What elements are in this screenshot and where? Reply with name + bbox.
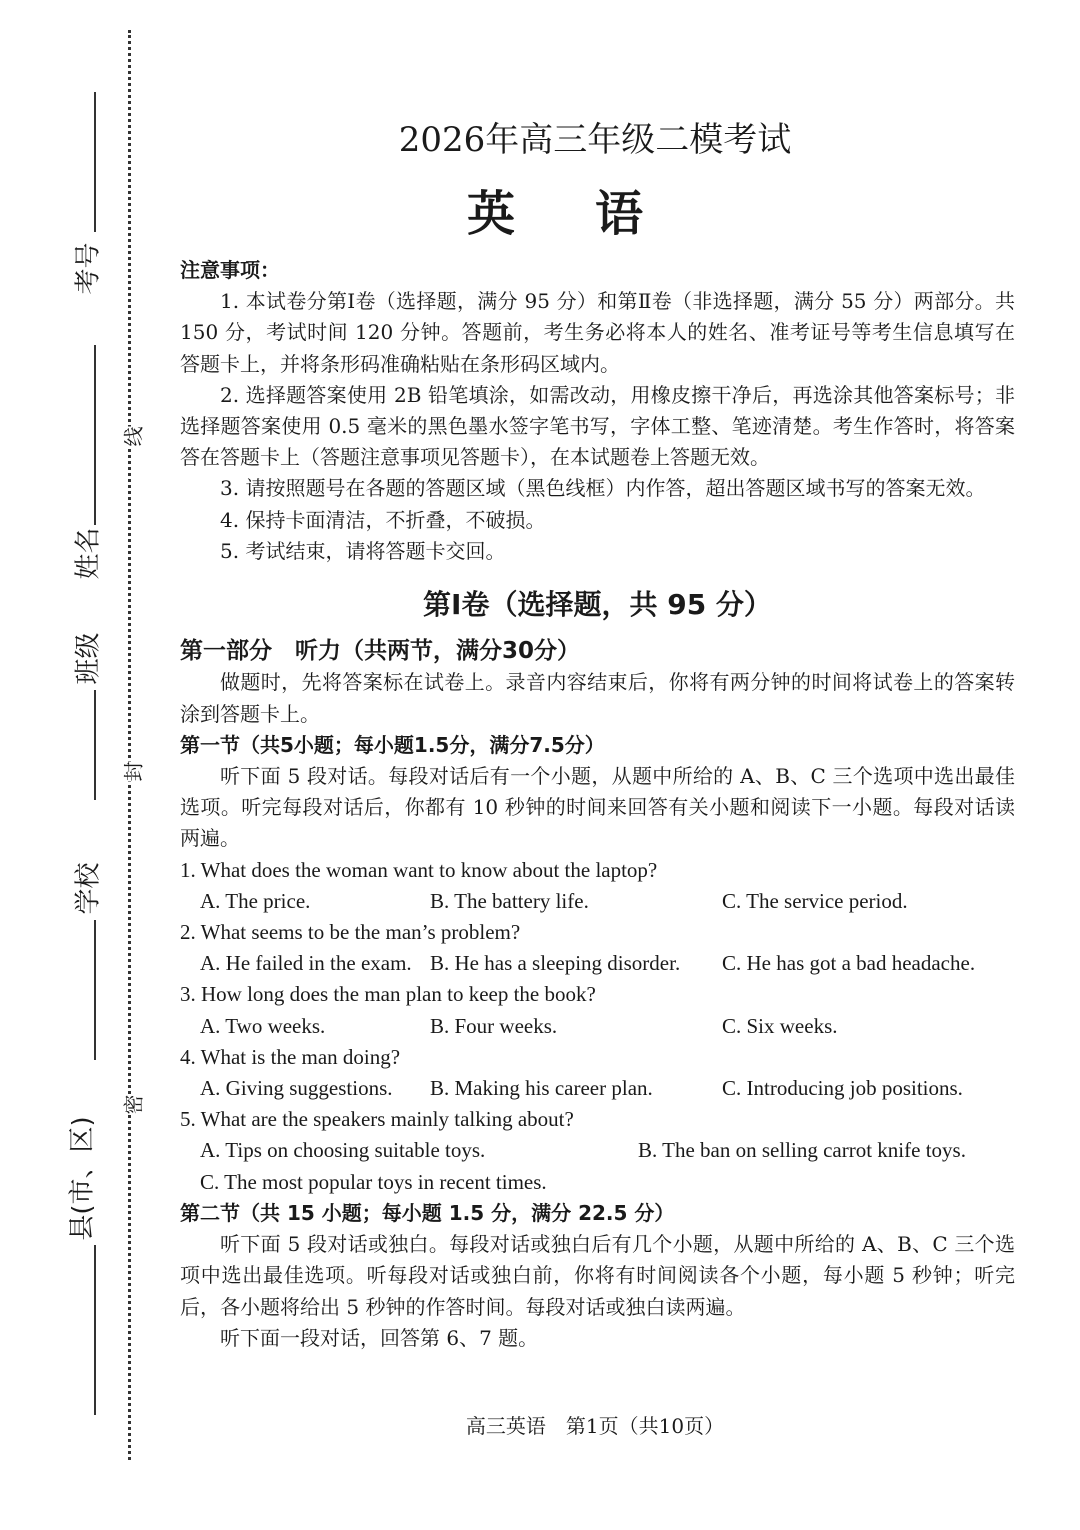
question-2-options [180,948,1015,979]
notice-item: 5. 考试结束，请将答题卡交回。 [220,538,506,563]
question-1: 1. What does the woman want to know about the laptop? [180,857,658,882]
option-c: C. He has got a bad headache. [722,951,976,976]
name-blank[interactable] [94,345,96,525]
question-4: 4. What is the man doing? [180,1044,401,1069]
option-b: B. Four weeks. [430,1013,558,1038]
option-b: B. The battery life. [430,888,589,913]
subject-title: 英语 [466,186,723,242]
option-b: B. Making his career plan. [430,1076,653,1101]
exam-no-label: 考号 [73,242,104,295]
notice-title: 注意事项： [180,258,280,282]
question-3: 3. How long does the man plan to keep the book? [180,982,596,1007]
exam-title: 2026年高三年级二模考试 [398,120,792,160]
part1-intro: 做题时，先将答案标在试卷上。录音内容结束后，你将有两分钟的时间将试卷上的答案转涂到答题卡上。 [180,670,1015,726]
section2-title: 第二节（共 15 小题；每小题 1.5 分，满分 22.5 分） [180,1200,675,1225]
option-a: A. Giving suggestions. [200,1076,393,1101]
option-a: A. Two weeks. [200,1013,326,1038]
option-a: A. Tips on choosing suitable toys. [200,1138,486,1163]
question-1-options [180,886,1015,917]
notice-item: 4. 保持卡面清洁，不折叠，不破损。 [220,507,546,532]
option-c: C. Introducing job positions. [722,1076,963,1101]
name-label: 姓名 [73,527,104,580]
seal-close-char: 密 [116,1095,149,1115]
option-b: B. The ban on selling carrot knife toys. [638,1138,966,1163]
seal-seal-char: 封 [116,762,149,782]
school-blank[interactable] [94,920,96,1060]
notice-item: 2. 选择题答案使用 2B 铅笔填涂，如需改动，用橡皮擦干净后，再选涂其他答案标号；非选择题答案使用 0.5 毫米的黑色墨水签字笔书写，字体工整、笔迹清楚。考生作答时，将答案答在答题卡上（答题注意事项见答题卡），在本试题卷上答题无效。 [180,382,1015,470]
volume-title: 第Ⅰ卷（选择题，共 95 分） [423,588,772,622]
district-blank[interactable] [94,1245,96,1415]
option-c: C. The service period. [722,888,908,913]
option-c: C. Six weeks. [722,1013,838,1038]
part1-title: 第一部分 听力（共两节，满分30分） [180,638,581,665]
class-label: 班级 [73,632,104,685]
class-blank[interactable] [94,690,96,800]
question-2: 2. What seems to be the man’s problem? [180,920,521,945]
school-label: 学校 [73,862,104,915]
question-5-options-row2 [180,1167,1015,1198]
notice-item: 3. 请按照题号在各题的答题区域（黑色线框）内作答，超出答题区域书写的答案无效。 [220,476,986,501]
option-b: B. He has a sleeping disorder. [430,951,681,976]
section2-intro: 听下面 5 段对话或独白。每段对话或独白后有几个小题，从题中所给的 A、B、C 三个选项中选出最佳选项。听每段对话或独白前，你将有时间阅读各个小题，每小题 5 秒钟；听完后，各小题将给出 5 秒钟的作答时间。每段对话或独白读两遍。 [180,1232,1015,1319]
question-5: 5. What are the speakers mainly talking about? [180,1107,574,1132]
question-4-options [180,1073,1015,1104]
option-c: C. The most popular toys in recent times. [200,1169,547,1194]
question-3-options [180,1011,1015,1042]
district-label: 县(市、区) [67,1116,98,1241]
option-a: A. The price. [200,888,311,913]
seal-line-char: 线 [116,427,149,447]
section1-title: 第一节（共5小题；每小题1.5分，满分7.5分） [180,732,605,757]
notice-item: 1. 本试卷分第Ⅰ卷（选择题，满分 95 分）和第Ⅱ卷（非选择题，满分 55 分）两部分。共 150 分，考试时间 120 分钟。答题前，考生务必将本人的姓名、准考证号等考生信息填写在答题卡上，并将条形码准确粘贴在条形码区域内。 [180,289,1015,376]
dotted-seal-line [128,30,131,1460]
page-footer: 高三英语 第1页（共10页） [465,1414,725,1438]
option-a: A. He failed in the exam. [200,951,412,976]
section1-intro: 听下面 5 段对话。每段对话后有一个小题，从题中所给的 A、B、C 三个选项中选出最佳选项。听完每段对话后，你都有 10 秒钟的时间来回答有关小题和阅读下一小题。每段对话读两遍。 [180,764,1015,851]
question-5-options [180,1135,1015,1166]
exam-content [180,255,1015,1354]
dialog-instruction: 听下面一段对话，回答第 6、7 题。 [220,1325,539,1350]
